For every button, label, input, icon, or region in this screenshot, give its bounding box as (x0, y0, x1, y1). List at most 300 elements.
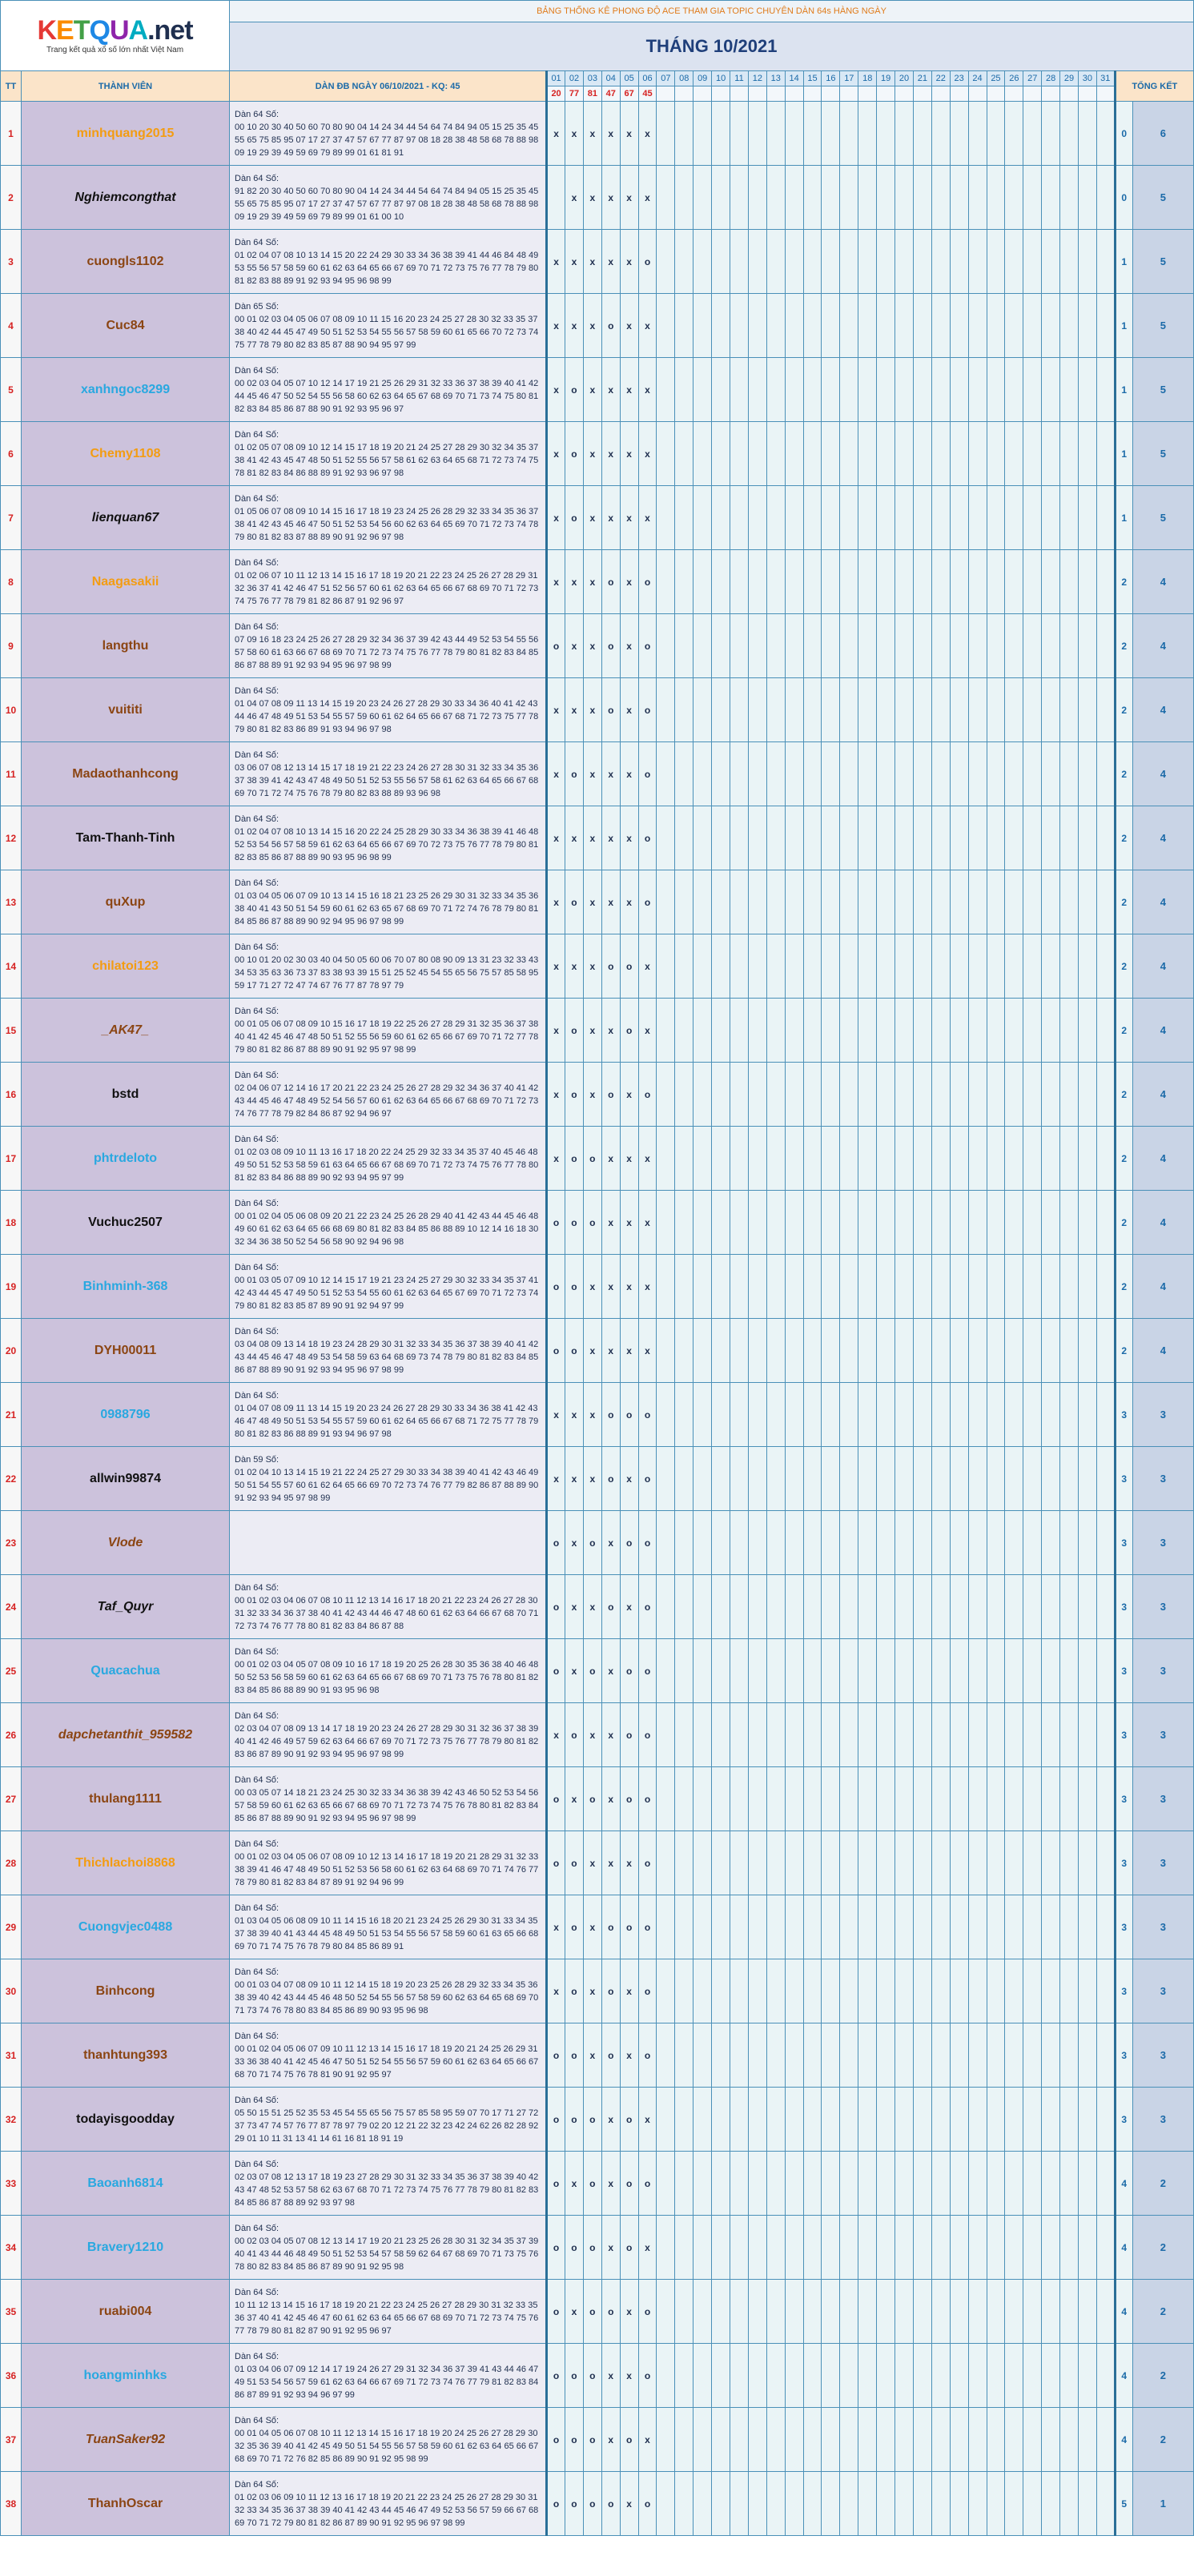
day-mark (1005, 1447, 1023, 1511)
day-mark (766, 1575, 785, 1639)
member-name[interactable]: lienquan67 (22, 486, 230, 550)
day-mark (931, 2344, 950, 2408)
day-mark (1005, 1767, 1023, 1831)
day-mark (913, 1639, 931, 1703)
day-mark: x (565, 1639, 584, 1703)
day-mark (675, 806, 693, 870)
member-row (1, 2408, 1194, 2472)
day-mark (1096, 1447, 1115, 1511)
result-cell: 20 (547, 86, 565, 102)
day-mark: o (547, 2216, 565, 2280)
dan-label: Dàn 64 Số: (235, 237, 279, 247)
day-mark (766, 1703, 785, 1767)
day-mark (657, 1703, 675, 1767)
member-name[interactable]: langthu (22, 614, 230, 678)
dan-cell (230, 294, 547, 358)
member-name[interactable]: Binhcong (22, 1959, 230, 2023)
day-mark (840, 550, 858, 614)
day-mark (858, 1511, 877, 1575)
day-mark (712, 1127, 730, 1191)
total-miss: 3 (1115, 1639, 1132, 1703)
member-name[interactable]: Cuc84 (22, 294, 230, 358)
day-mark (840, 166, 858, 230)
day-mark (785, 614, 803, 678)
day-mark (913, 486, 931, 550)
dan-numbers: 00 10 01 20 02 30 03 40 04 50 05 60 06 70 07 80 08 90 09 13 31 23 32 33 43 34 53 35 63 36 73 37 83 38 93 39 15 51 25 52 45 54 55 65 56 75 57 85 58 95 59 17 71 27 72 47 74 67 76 77 87 78 97 79 (235, 954, 539, 991)
dan-numbers: 02 04 06 07 12 14 16 17 20 21 22 23 24 25 26 27 28 29 32 34 36 37 40 41 42 43 44 45 46 47 48 49 52 54 56 57 60 61 62 63 64 65 66 67 68 69 70 71 72 73 74 76 77 78 79 82 84 86 87 92 94 96 97 (235, 1083, 539, 1119)
day-mark: o (638, 1575, 657, 1639)
day-mark: o (565, 2023, 584, 2088)
day-mark (1005, 806, 1023, 870)
day-mark (1005, 1959, 1023, 2023)
day-mark (748, 1191, 766, 1255)
day-mark (766, 1447, 785, 1511)
member-name[interactable]: vuititi (22, 678, 230, 742)
day-mark: x (547, 806, 565, 870)
total-miss: 4 (1115, 2152, 1132, 2216)
day-mark (858, 1959, 877, 2023)
member-name[interactable]: Naagasakii (22, 550, 230, 614)
day-mark (730, 1639, 749, 1703)
day-mark (968, 2088, 987, 2152)
day-mark: x (583, 870, 601, 934)
day-mark (987, 870, 1005, 934)
day-mark (657, 230, 675, 294)
day-mark (1005, 870, 1023, 934)
logo[interactable] (1, 14, 229, 58)
day-mark: o (638, 550, 657, 614)
day-mark (931, 934, 950, 999)
day-mark: x (601, 1255, 620, 1319)
day-mark (675, 742, 693, 806)
member-name[interactable]: quXup (22, 870, 230, 934)
day-mark: o (583, 2408, 601, 2472)
day-mark (693, 166, 712, 230)
day-mark (803, 1127, 822, 1191)
result-cell (913, 86, 931, 102)
member-row (1, 422, 1194, 486)
day-mark: o (601, 2023, 620, 2088)
day-mark (913, 1063, 931, 1127)
day-mark (895, 2216, 914, 2280)
day-mark (1096, 1703, 1115, 1767)
day-mark (822, 1767, 840, 1831)
member-name[interactable]: Vuchuc2507 (22, 1191, 230, 1255)
dan-numbers: 01 02 03 08 09 10 11 13 16 17 18 20 22 24 25 29 32 33 34 35 37 40 45 46 48 49 50 51 52 53 58 59 61 63 64 65 66 67 68 69 70 71 72 73 74 75 76 77 78 80 81 82 83 84 86 88 89 90 92 93 94 95 97 99 (235, 1147, 539, 1183)
day-mark (858, 2344, 877, 2408)
dan-numbers: 00 01 02 04 05 06 07 09 10 11 12 13 14 15 16 17 18 19 20 21 24 25 26 29 31 33 36 38 40 41 42 45 46 47 50 51 52 54 55 56 57 59 60 61 62 63 64 65 66 67 68 70 71 74 75 76 78 81 90 91 92 95 97 (235, 2044, 539, 2080)
member-name[interactable]: minhquang2015 (22, 102, 230, 166)
member-name[interactable]: TuanSaker92 (22, 2408, 230, 2472)
day-mark: x (547, 294, 565, 358)
day-mark (858, 1127, 877, 1191)
day-mark: o (583, 2280, 601, 2344)
total-hit: 4 (1132, 742, 1193, 806)
day-mark (693, 1703, 712, 1767)
day-header: 09 (693, 71, 712, 86)
day-mark (987, 2280, 1005, 2344)
day-mark: o (547, 2408, 565, 2472)
day-mark (1060, 550, 1079, 614)
dan-label: Dàn 64 Số: (235, 1390, 279, 1401)
day-mark (657, 2088, 675, 2152)
logo-text (37, 17, 192, 44)
day-mark (968, 806, 987, 870)
day-header: 08 (675, 71, 693, 86)
total-miss: 2 (1115, 614, 1132, 678)
day-mark: o (601, 2280, 620, 2344)
day-mark (712, 999, 730, 1063)
day-mark (858, 550, 877, 614)
day-mark (931, 1639, 950, 1703)
day-mark (950, 934, 968, 999)
member-name[interactable]: ruabi004 (22, 2280, 230, 2344)
day-mark (858, 806, 877, 870)
day-mark: x (583, 806, 601, 870)
day-mark (657, 1767, 675, 1831)
day-mark (1078, 166, 1096, 230)
day-mark (803, 550, 822, 614)
day-mark (1023, 1959, 1042, 2023)
day-mark (1023, 1063, 1042, 1127)
day-mark (1060, 2216, 1079, 2280)
member-name[interactable]: dapchetanthit_959582 (22, 1703, 230, 1767)
day-mark (803, 422, 822, 486)
dan-label: Dàn 64 Số: (235, 173, 279, 183)
day-mark: x (565, 2152, 584, 2216)
total-hit: 5 (1132, 230, 1193, 294)
day-mark (968, 1575, 987, 1639)
day-mark (877, 1063, 895, 1127)
member-name[interactable]: allwin99874 (22, 1447, 230, 1511)
day-mark (858, 934, 877, 999)
day-mark (766, 806, 785, 870)
day-mark (1096, 2472, 1115, 2536)
day-mark: x (601, 1767, 620, 1831)
day-mark: o (601, 294, 620, 358)
day-mark (766, 2088, 785, 2152)
row-number: 7 (1, 486, 22, 550)
day-mark: o (620, 1639, 638, 1703)
total-miss: 1 (1115, 294, 1132, 358)
day-mark (1042, 230, 1060, 294)
day-mark: o (638, 2280, 657, 2344)
day-mark (1005, 742, 1023, 806)
total-miss: 3 (1115, 1447, 1132, 1511)
day-mark (1078, 742, 1096, 806)
member-row (1, 1895, 1194, 1959)
day-mark: x (638, 1191, 657, 1255)
day-mark: x (638, 1255, 657, 1319)
member-name[interactable]: Cuongvjec0488 (22, 1895, 230, 1959)
day-mark (675, 2280, 693, 2344)
day-mark (766, 1895, 785, 1959)
member-name[interactable]: chilatoi123 (22, 934, 230, 999)
day-mark (931, 1511, 950, 1575)
day-mark (1078, 2216, 1096, 2280)
dan-label: Dàn 64 Số: (235, 1582, 279, 1593)
day-mark: x (565, 934, 584, 999)
dan-label: Dàn 64 Số: (235, 2223, 279, 2233)
member-name[interactable]: Baoanh6814 (22, 2152, 230, 2216)
row-number: 24 (1, 1575, 22, 1639)
day-mark: x (547, 550, 565, 614)
day-mark (895, 1191, 914, 1255)
total-miss: 2 (1115, 999, 1132, 1063)
day-mark: x (620, 358, 638, 422)
day-mark (712, 2088, 730, 2152)
day-mark: x (620, 550, 638, 614)
day-mark (1023, 1127, 1042, 1191)
day-mark (1096, 2088, 1115, 2152)
day-mark (840, 2152, 858, 2216)
dan-cell (230, 1959, 547, 2023)
day-mark (1023, 1191, 1042, 1255)
result-cell (931, 86, 950, 102)
day-mark (840, 1511, 858, 1575)
day-mark (877, 2152, 895, 2216)
day-mark (877, 2472, 895, 2536)
day-mark (858, 614, 877, 678)
member-name[interactable]: Vlode (22, 1511, 230, 1575)
dan-label: Dàn 64 Số: (235, 557, 279, 568)
day-mark (712, 742, 730, 806)
day-mark (1096, 1319, 1115, 1383)
day-mark (822, 1127, 840, 1191)
day-mark (840, 2088, 858, 2152)
day-mark (693, 358, 712, 422)
day-mark: o (638, 678, 657, 742)
day-mark (785, 1383, 803, 1447)
day-mark (913, 422, 931, 486)
day-mark (712, 2152, 730, 2216)
day-mark (931, 614, 950, 678)
day-mark (1042, 1127, 1060, 1191)
day-mark (693, 230, 712, 294)
day-mark (840, 2408, 858, 2472)
day-mark (657, 1255, 675, 1319)
day-mark (730, 1703, 749, 1767)
day-mark (895, 1895, 914, 1959)
day-mark (730, 1191, 749, 1255)
day-mark (913, 2152, 931, 2216)
day-mark (657, 1639, 675, 1703)
total-miss: 1 (1115, 358, 1132, 422)
day-mark (987, 230, 1005, 294)
member-name[interactable]: Nghiemcongthat (22, 166, 230, 230)
day-mark (657, 614, 675, 678)
dan-label: Dàn 64 Số: (235, 429, 279, 440)
day-mark (913, 2344, 931, 2408)
day-mark: o (565, 486, 584, 550)
day-mark: x (601, 870, 620, 934)
day-mark (693, 1511, 712, 1575)
day-mark: x (638, 102, 657, 166)
day-mark (1042, 2408, 1060, 2472)
day-mark (748, 2408, 766, 2472)
day-mark (877, 2408, 895, 2472)
day-mark (675, 2023, 693, 2088)
member-name[interactable]: Madaothanhcong (22, 742, 230, 806)
member-name[interactable]: thulang1111 (22, 1767, 230, 1831)
member-name[interactable]: Bravery1210 (22, 2216, 230, 2280)
day-mark (1023, 678, 1042, 742)
day-header: 24 (968, 71, 987, 86)
day-mark (822, 678, 840, 742)
day-mark (987, 614, 1005, 678)
day-mark (840, 1703, 858, 1767)
day-mark (730, 166, 749, 230)
day-mark (675, 1767, 693, 1831)
day-mark (987, 294, 1005, 358)
member-row (1, 1447, 1194, 1511)
day-mark (913, 1575, 931, 1639)
day-mark (987, 1191, 1005, 1255)
result-cell (1023, 86, 1042, 102)
day-mark (1078, 1767, 1096, 1831)
day-mark (840, 1383, 858, 1447)
day-mark (1078, 1255, 1096, 1319)
day-mark (712, 614, 730, 678)
day-mark (693, 2280, 712, 2344)
day-mark (895, 870, 914, 934)
member-name[interactable]: Taf_Quyr (22, 1575, 230, 1639)
member-name[interactable]: Tam-Thanh-Tinh (22, 806, 230, 870)
day-mark (1060, 1703, 1079, 1767)
day-mark (840, 2023, 858, 2088)
day-mark (895, 614, 914, 678)
row-number: 15 (1, 999, 22, 1063)
member-name[interactable]: Thichlachoi8868 (22, 1831, 230, 1895)
day-mark (748, 1511, 766, 1575)
member-name[interactable]: cuongls1102 (22, 230, 230, 294)
day-mark (877, 1767, 895, 1831)
member-name[interactable]: hoangminhks (22, 2344, 230, 2408)
day-mark: x (583, 1703, 601, 1767)
day-mark (1042, 1703, 1060, 1767)
day-mark (657, 1191, 675, 1255)
row-number: 2 (1, 166, 22, 230)
day-mark: x (547, 1703, 565, 1767)
day-mark: o (638, 1959, 657, 2023)
dan-numbers: 91 82 20 30 40 50 60 70 80 90 04 14 24 34 44 54 64 74 84 94 05 15 25 35 45 55 65 75 85 95 07 17 27 37 47 57 67 77 87 97 08 18 28 38 48 58 68 78 88 98 09 19 29 39 49 59 69 79 89 99 01 61 00 10 (235, 186, 539, 222)
day-mark (858, 1255, 877, 1319)
total-hit: 5 (1132, 294, 1193, 358)
day-mark (675, 1319, 693, 1383)
day-mark (968, 742, 987, 806)
member-name[interactable]: xanhngoc8299 (22, 358, 230, 422)
member-name[interactable]: DYH00011 (22, 1319, 230, 1383)
day-mark (895, 1447, 914, 1511)
day-mark (968, 486, 987, 550)
day-mark (877, 2344, 895, 2408)
day-mark (1078, 1063, 1096, 1127)
day-mark (877, 486, 895, 550)
row-number: 27 (1, 1767, 22, 1831)
day-mark (840, 678, 858, 742)
day-mark (675, 999, 693, 1063)
total-miss: 3 (1115, 2088, 1132, 2152)
day-mark: x (583, 230, 601, 294)
day-mark (913, 550, 931, 614)
day-mark: o (547, 1575, 565, 1639)
day-mark (730, 230, 749, 294)
day-header: 28 (1042, 71, 1060, 86)
logo-tagline: Trang kết quả xổ số lớn nhất Việt Nam (46, 46, 184, 54)
member-name[interactable]: Chemy1108 (22, 422, 230, 486)
member-name[interactable]: Quacachua (22, 1639, 230, 1703)
day-mark (950, 1831, 968, 1895)
total-miss: 1 (1115, 230, 1132, 294)
day-mark (693, 1767, 712, 1831)
day-mark (1005, 2344, 1023, 2408)
day-mark: x (601, 1191, 620, 1255)
day-mark (785, 1447, 803, 1511)
day-mark (987, 1383, 1005, 1447)
member-name[interactable]: thanhtung393 (22, 2023, 230, 2088)
day-mark (822, 934, 840, 999)
day-mark (895, 102, 914, 166)
day-mark (675, 1575, 693, 1639)
member-name[interactable]: Binhminh-368 (22, 1255, 230, 1319)
total-hit: 4 (1132, 614, 1193, 678)
dan-cell (230, 806, 547, 870)
day-mark (877, 2023, 895, 2088)
day-mark (877, 1383, 895, 1447)
dan-label: Dàn 64 Số: (235, 1646, 279, 1657)
member-name[interactable]: _AK47_ (22, 999, 230, 1063)
day-mark (968, 2023, 987, 2088)
day-header: 16 (822, 71, 840, 86)
day-mark (1060, 1767, 1079, 1831)
day-mark (1078, 999, 1096, 1063)
day-mark (950, 1383, 968, 1447)
day-mark (913, 2408, 931, 2472)
member-row (1, 1831, 1194, 1895)
day-mark (858, 2280, 877, 2344)
day-mark (803, 1255, 822, 1319)
member-name[interactable]: ThanhOscar (22, 2472, 230, 2536)
day-mark (1023, 2216, 1042, 2280)
day-mark (748, 2280, 766, 2344)
day-mark (803, 934, 822, 999)
total-hit: 5 (1132, 358, 1193, 422)
day-mark: x (547, 1959, 565, 2023)
day-mark (968, 102, 987, 166)
day-mark (1078, 870, 1096, 934)
day-mark (1005, 550, 1023, 614)
member-name[interactable]: todayisgoodday (22, 2088, 230, 2152)
member-row (1, 614, 1194, 678)
day-mark (840, 486, 858, 550)
member-name[interactable]: phtrdeloto (22, 1127, 230, 1191)
day-mark (913, 614, 931, 678)
member-name[interactable]: bstd (22, 1063, 230, 1127)
day-mark (693, 806, 712, 870)
dan-cell (230, 2408, 547, 2472)
day-mark (657, 294, 675, 358)
dan-cell (230, 678, 547, 742)
day-mark: o (547, 1511, 565, 1575)
day-mark (1005, 358, 1023, 422)
member-name[interactable]: 0988796 (22, 1383, 230, 1447)
day-mark (950, 1767, 968, 1831)
day-mark (803, 742, 822, 806)
day-mark (1096, 742, 1115, 806)
day-mark (1096, 358, 1115, 422)
day-mark (1096, 1767, 1115, 1831)
day-mark (913, 230, 931, 294)
